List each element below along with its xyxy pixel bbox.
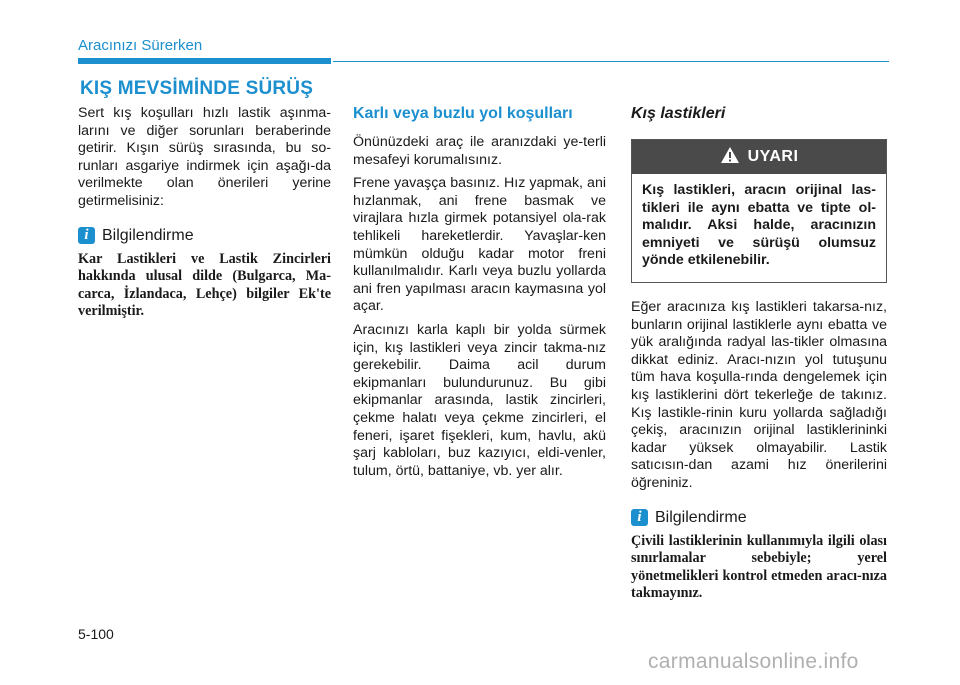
- info-heading: [78, 227, 331, 245]
- paragraph-braking: Frene yavaşça basınız. Hız yapmak, ani hızlanmak, ani frene basmak ve virajlara hızla girmek potansiyel ola-rak tehlikeli hareketlerdir. Yavaşlar-ken mümkün olduğu kadar motor freni kullanılmalıdır. Karlı veya buzlu yollarda ani fren yapılması aracın kaymasına yol açar.: [353, 175, 606, 315]
- info-text-studded: Çivili lastiklerinin kullanımıyla ilgili olası sınırlamalar sebebiyle; yerel yönetmelikleri kontrol etmeden aracı-nıza takmayınız.: [631, 532, 887, 602]
- header-rule-thick: [78, 58, 331, 64]
- paragraph-winter-tires: Eğer aracınıza kış lastikleri takarsa-nız, bunların orijinal lastiklerle aynı ebatta ve yük aralığında radyal las-tikler olmasına dikkat ediniz. Aracı-nızın yol tutuşunu tüm hava koşulla-rında dengelemek için kış lastiklerini dört tekerleğe de takınız. Kış lastikle-rinin kuru yollarda sağladığı çekiş, aracınızın orijinal lastiklerininki kadar yüksek olmayabilir. Lastik satıcısın-dan azami hız önerilerini öğreniniz.: [631, 298, 887, 491]
- info-icon: i: [631, 509, 648, 526]
- intro-paragraph: Sert kış koşulları hızlı lastik aşınma-larını ve diğer sorunları beraberinde getirir. Kışın sürüş sırasında, bu so-runları asgariye indirmek için aşağı-da verilmekte olan önerileri yerine getirmelisiniz:: [78, 105, 331, 209]
- column-right: [631, 105, 887, 603]
- paragraph-distance: Önünüzdeki araç ile aranızdaki ye-terli mesafeyi korumalısınız.: [353, 134, 606, 168]
- info-heading-studded: [631, 509, 887, 527]
- warning-title: UYARI: [747, 148, 799, 165]
- warning-title-bar: [632, 140, 886, 174]
- watermark: carmanualsonline.info: [648, 650, 859, 673]
- page-number: 5-100: [78, 626, 114, 642]
- info-icon: i: [78, 227, 95, 244]
- page-title: KIŞ MEVSİMİNDE SÜRÜŞ: [80, 78, 314, 99]
- subsection-heading-snowy-roads: Karlı veya buzlu yol koşulları: [353, 105, 573, 122]
- column-middle: [353, 105, 606, 486]
- info-label: Bilgilendirme: [102, 226, 194, 244]
- subsection-heading-winter-tires: Kış lastikleri: [631, 105, 726, 122]
- header-rule-thin: [333, 61, 889, 62]
- warning-box: [631, 139, 887, 283]
- section-header: Aracınızı Sürerken: [78, 37, 203, 54]
- paragraph-equipment: Aracınızı karla kaplı bir yolda sürmek için, kış lastikleri veya zincir takma-nız gerekebilir. Daima acil durum ekipmanları bulundurunuz. Bu gibi ekipmanlar arasında, lastik zincirleri, çekme halatı veya çekme zincirleri, el feneri, işaret fişekleri, kum, havlu, akü şarj kabloları, buz kazıyıcı, eldi-venler, tulum, örtü, battaniye, vb. yer alır.: [353, 321, 606, 479]
- info-text: Kar Lastikleri ve Lastik Zincirleri hakkında ulusal dilde (Bulgarca, Ma-carca, İzlandaca, Lehçe) bilgiler Ek'te verilmiştir.: [78, 250, 331, 320]
- column-left: [78, 105, 331, 321]
- warning-triangle-icon: [720, 146, 740, 169]
- warning-text: Kış lastikleri, aracın orijinal las-tikleri ile aynı ebatta ve tipte ol-malıdır. Aksi halde, aracınızın emniyeti ve sürüşü olumsuz yönde etkilenebilir.: [642, 182, 876, 269]
- info-label: Bilgilendirme: [655, 508, 747, 526]
